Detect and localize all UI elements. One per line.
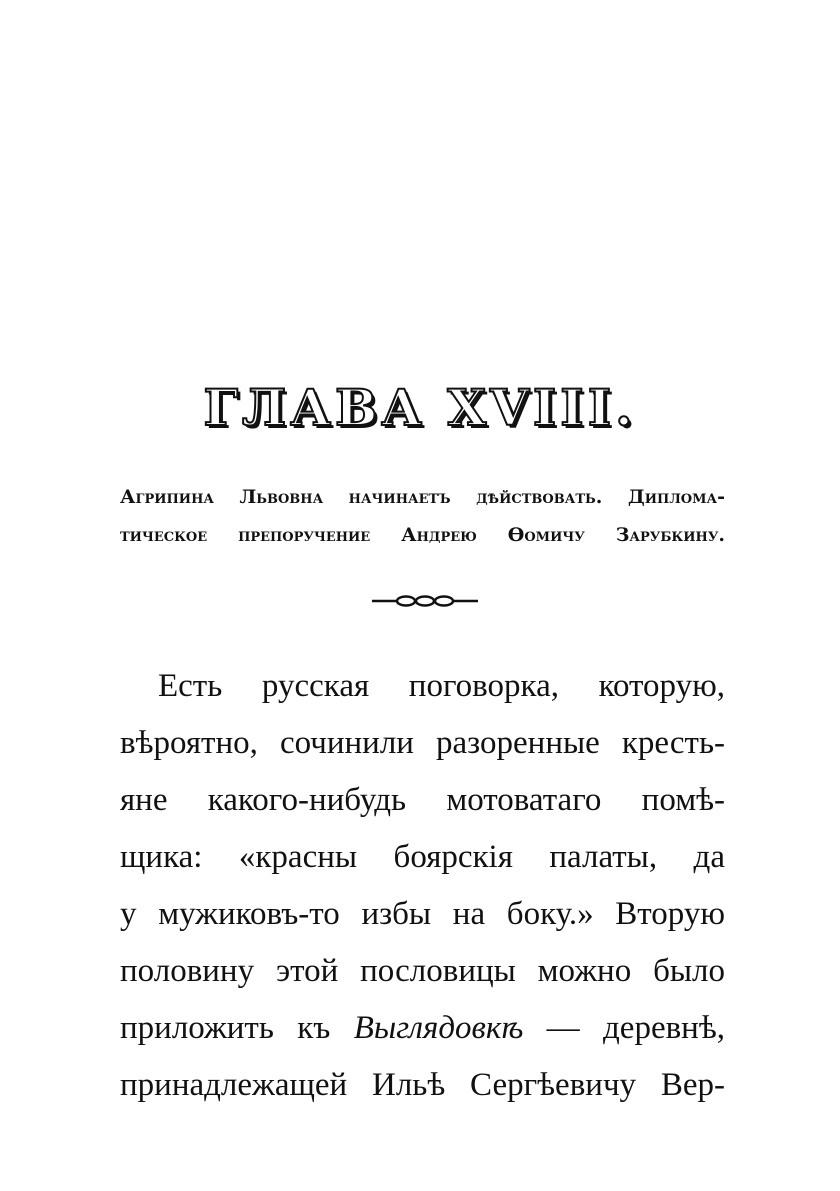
ornament-divider xyxy=(370,592,480,610)
text-segment: приложить къ xyxy=(120,1010,354,1046)
body-paragraph xyxy=(120,658,725,1114)
chapter-summary xyxy=(120,478,725,554)
place-name: Выглядовкѣ xyxy=(353,1010,524,1046)
text-segment: — деревнѣ, xyxy=(523,1010,726,1046)
chapter-title: ГЛАВА XVIII. xyxy=(203,378,637,437)
text-line: принадлежащей Ильѣ Сергѣевичу Вер- xyxy=(120,1067,725,1103)
text-line: вѣроятно, сочинили разоренные кресть- xyxy=(120,725,725,761)
text-line: у мужиковъ-то избы на боку.» Вторую xyxy=(120,896,725,932)
text-line: яне какого-нибудь мотоватаго помѣ- xyxy=(120,782,725,818)
text-line: Есть русская поговорка, которую, xyxy=(158,668,725,704)
text-line: половину этой пословицы можно было xyxy=(120,953,725,989)
summary-line: Агрипина Львовна начинаетъ дѣйствовать. Диплома- xyxy=(120,486,725,508)
text-line xyxy=(120,1000,725,1057)
summary-line: тическое препоручение Андрею Ѳомичу Зарубкину. xyxy=(120,524,725,546)
text-line: щика: «красны боярскія палаты, да xyxy=(120,839,725,875)
